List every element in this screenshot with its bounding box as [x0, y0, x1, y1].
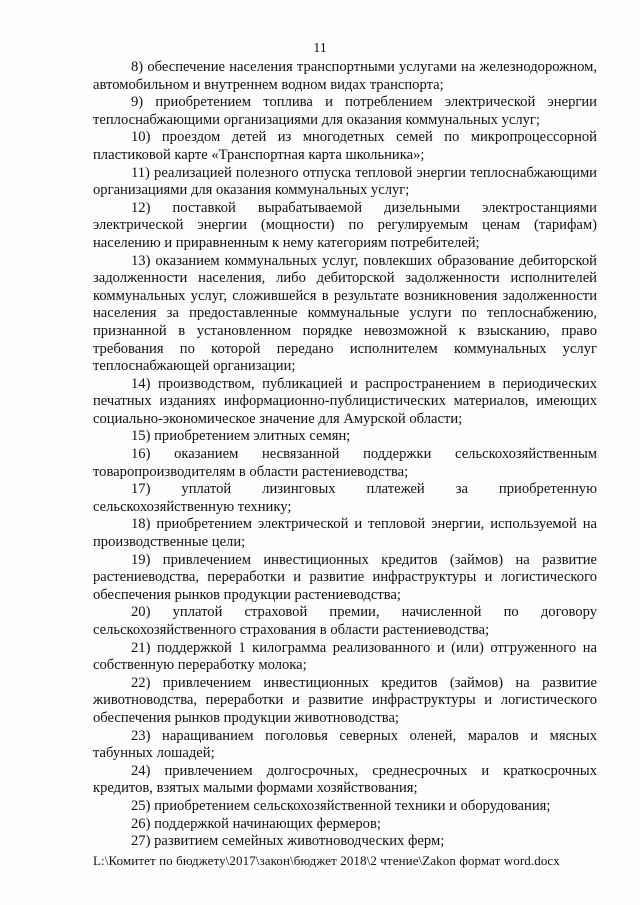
list-item: 13) оказанием коммунальных услуг, повлекших образование дебиторской задолженности населения, либо дебиторской задолженности исполнителей коммунальных услуг, сложившейся в результате возникновения задолженности населения за предоставленные коммунальные услуги по теплоснабжению, признанной в установленном порядке невозможной к взысканию, право требования по которой передано исполнителем коммунальных услуг теплоснабжающей организации;	[93, 252, 597, 375]
list-item: 12) поставкой вырабатываемой дизельными электростанциями электрической энергии (мощности) по регулируемым ценам (тарифам) населению и приравненным к нему категориям потребителей;	[93, 199, 597, 251]
list-item: 11) реализацией полезного отпуска тепловой энергии теплоснабжающими организациями для оказания коммунальных услуг;	[93, 164, 597, 199]
list-item: 19) привлечением инвестиционных кредитов (займов) на развитие растениеводства, переработки и развитие инфраструктуры и логистического обеспечения рынков продукции растениеводства;	[93, 551, 597, 603]
list-item: 25) приобретением сельскохозяйственной техники и оборудования;	[131, 797, 551, 814]
list-item: 26) поддержкой начинающих фермеров;	[131, 815, 381, 832]
list-item: 24) привлечением долгосрочных, среднесрочных и краткосрочных кредитов, взятых малыми формами хозяйствования;	[93, 762, 597, 797]
document-body	[93, 59, 597, 851]
list-item: 15) приобретением элитных семян;	[131, 428, 351, 445]
list-item: 22) привлечением инвестиционных кредитов (займов) на развитие животноводства, переработки и развитие инфраструктуры и логистического обеспечения рынков продукции животноводства;	[93, 674, 597, 726]
list-item: 9) приобретением топлива и потреблением электрической энергии теплоснабжающими организациями для оказания коммунальных услуг;	[93, 94, 597, 128]
list-item: 18) приобретением электрической и тепловой энергии, используемой на производственные цели;	[93, 516, 597, 551]
list-item: 27) развитием семейных животноводческих ферм;	[131, 833, 445, 850]
file-path-footer: L:\Комитет по бюджету\2017\закон\бюджет 2018\2 чтение\Zakon формат word.docx	[93, 853, 560, 868]
page-number: 11	[313, 41, 327, 56]
list-item: 14) производством, публикацией и распространением в периодических печатных изданиях информационно-публицистических материалов, имеющих социально-экономическое значение для Амурской области;	[93, 375, 597, 427]
list-item: 17) уплатой лизинговых платежей за приобретенную сельскохозяйственную технику;	[93, 481, 597, 515]
list-item: 23) наращиванием поголовья северных оленей, маралов и мясных табунных лошадей;	[93, 727, 597, 762]
list-item: 21) поддержкой 1 килограмма реализованного и (или) отгруженного на собственную переработку молока;	[93, 639, 597, 674]
list-item: 10) проездом детей из многодетных семей по микропроцессорной пластиковой карте «Транспортная карта школьника»;	[93, 129, 597, 163]
list-item: 20) уплатой страховой премии, начисленной по договору сельскохозяйственного страхования в области растениеводства;	[93, 604, 597, 638]
list-item: 8) обеспечение населения транспортными услугами на железнодорожном, автомобильном и внутреннем водном видах транспорта;	[93, 59, 597, 93]
list-item: 16) оказанием несвязанной поддержки сельскохозяйственным товаропроизводителям в области растениеводства;	[93, 446, 597, 480]
